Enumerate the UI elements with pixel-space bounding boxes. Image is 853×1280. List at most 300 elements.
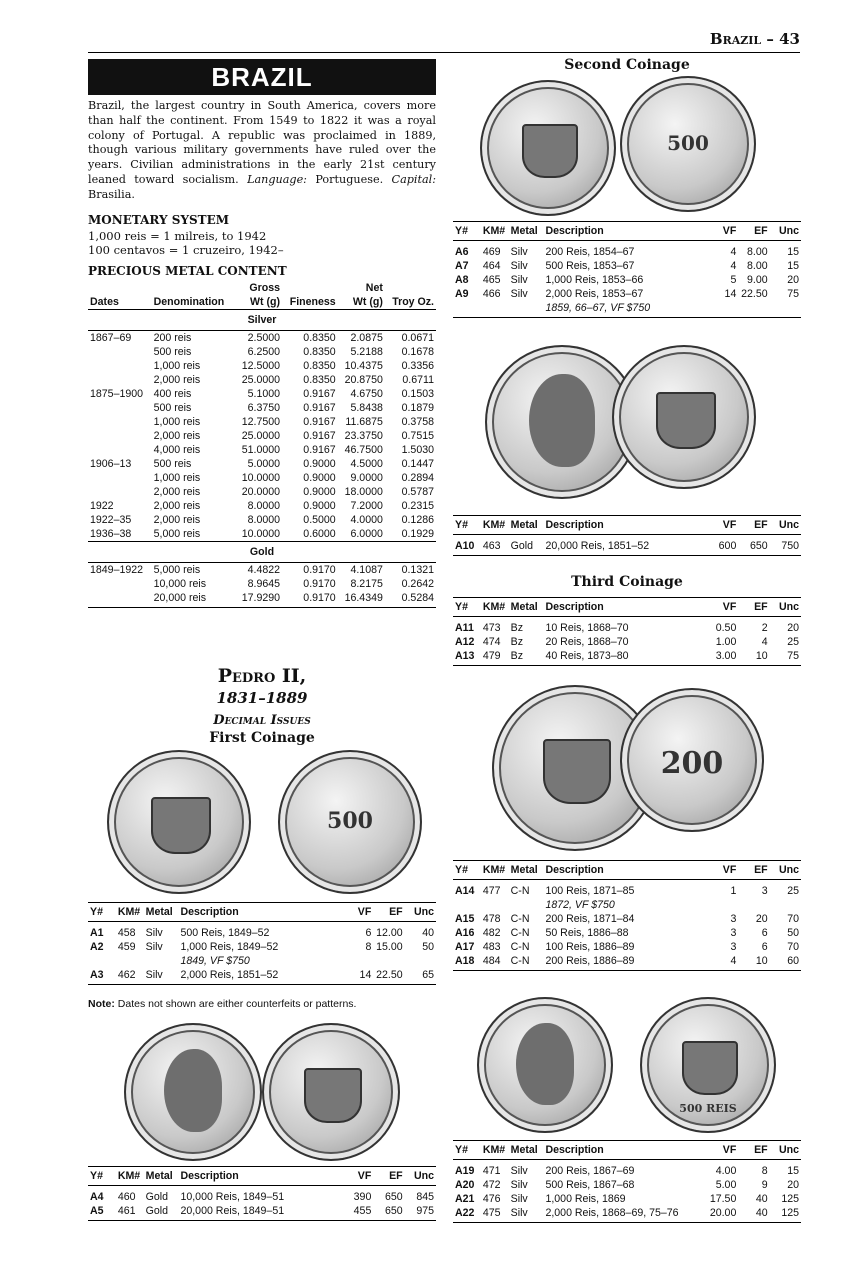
pm-troy-header: Troy Oz. <box>385 295 436 310</box>
col-km-header: KM# <box>481 516 509 535</box>
country-title: BRAZIL <box>88 59 436 95</box>
coin-table-header <box>88 903 436 922</box>
coin-km: 463 <box>481 535 509 556</box>
pm-silver-row <box>88 359 436 373</box>
col-km-header: KM# <box>481 598 509 617</box>
coin-description-note: 1849, VF $750 <box>180 955 250 967</box>
pm-gross: 20.0000 <box>241 486 281 498</box>
coin-description-text: 2,000 Reis, 1851–52 <box>180 969 279 981</box>
coin-description-text: 1,000 Reis, 1849–52 <box>180 941 279 953</box>
coin-description <box>543 954 703 971</box>
coin-km: 462 <box>116 968 144 985</box>
ruler-years: 1831–1889 <box>216 689 308 707</box>
coin-unc: 50 <box>787 927 799 939</box>
coin-y: A19 <box>455 1165 475 1177</box>
coin-vf: 17.50 <box>709 1193 737 1205</box>
coin-metal: Silv <box>509 1206 544 1223</box>
col-desc-header: Description <box>543 598 703 617</box>
pm-denomination: 2,000 reis <box>153 500 201 512</box>
coin-unc: 845 <box>416 1191 434 1203</box>
coin-y: A15 <box>455 913 475 925</box>
col-metal-header: Metal <box>144 1167 179 1186</box>
coin-obverse-first <box>107 750 251 894</box>
coin-description-text: 50 Reis, 1886–88 <box>545 927 629 939</box>
second-coinage-table <box>453 221 801 318</box>
coin-row <box>453 1192 801 1206</box>
pm-denomination: 10,000 reis <box>153 578 207 590</box>
col-km-header: KM# <box>481 861 509 880</box>
pm-denomination: 500 reis <box>153 346 192 358</box>
language-value: Portuguese. <box>315 172 384 186</box>
col-y-header: Y# <box>88 903 116 922</box>
pm-denomination: 1,000 reis <box>153 472 201 484</box>
coin-unc: 20 <box>787 1179 799 1191</box>
pm-dates-header: Dates <box>88 295 152 310</box>
pm-gross-header: Wt (g) <box>235 295 282 310</box>
running-header: Brazil – 43 <box>709 30 800 48</box>
pm-date <box>88 359 152 373</box>
coin-unc: 40 <box>422 927 434 939</box>
coin-ef: 22.50 <box>738 287 769 318</box>
coin-y: A7 <box>455 260 469 272</box>
col-ef-header: EF <box>738 861 769 880</box>
coin-vf: 8 <box>365 941 372 953</box>
pm-troy: 0.2642 <box>401 578 434 590</box>
coin-row <box>453 259 801 273</box>
pm-troy: 0.2894 <box>401 472 434 484</box>
coin-description <box>543 241 703 260</box>
pm-denomination: 4,000 reis <box>153 444 201 456</box>
coin-metal: Silv <box>144 968 179 985</box>
coin-y: A16 <box>455 927 475 939</box>
coin-unc: 975 <box>405 1204 436 1221</box>
coin-row <box>453 241 801 260</box>
pm-fineness: 0.9167 <box>303 444 336 456</box>
coin-unc: 20 <box>787 274 799 286</box>
coin-description-text: 500 Reis, 1853–67 <box>545 260 635 272</box>
col-km-header: KM# <box>481 1141 509 1160</box>
coin-obverse-portrait-last <box>477 997 613 1133</box>
coin-vf: 600 <box>704 535 739 556</box>
coin-ef: 40 <box>738 1206 769 1223</box>
coin-description <box>543 912 703 926</box>
coin-y: A18 <box>453 954 481 971</box>
coin-km: 474 <box>482 636 501 648</box>
coin-unc: 15 <box>787 246 799 258</box>
pm-troy: 1.5030 <box>401 444 434 456</box>
pm-denomination: 5,000 reis <box>153 528 201 540</box>
first-coinage-table <box>88 902 436 985</box>
coin-table-header <box>453 598 801 617</box>
pm-denomination: 2,000 reis <box>153 374 201 386</box>
coin-vf: 5.00 <box>715 1179 737 1191</box>
col-vf-header: VF <box>704 598 739 617</box>
col-metal-header: Metal <box>144 903 179 922</box>
coin-ef: 9 <box>761 1179 768 1191</box>
col-unc-header: Unc <box>770 1141 801 1160</box>
coin-description <box>543 940 703 954</box>
pm-fineness: 0.8350 <box>303 374 336 386</box>
col-unc-header: Unc <box>405 1167 436 1186</box>
coin-ef: 8.00 <box>747 246 768 258</box>
pm-net-header: Wt (g) <box>338 295 385 310</box>
coin-description-text: 20 Reis, 1868–70 <box>545 636 629 648</box>
pm-net: 8.2175 <box>350 578 383 590</box>
pm-gold-body <box>88 542 436 606</box>
coin-ef: 15.00 <box>376 941 403 953</box>
shield-emblem-icon <box>656 392 716 449</box>
pm-fineness: 0.9167 <box>303 416 336 428</box>
pm-net: 4.1087 <box>350 564 383 576</box>
pm-fineness: 0.6000 <box>303 528 336 540</box>
coin-description <box>543 635 703 649</box>
pm-silver-row <box>88 345 436 359</box>
pm-net: 10.4375 <box>344 360 383 372</box>
coin-description <box>543 287 703 318</box>
pm-denomination: 2,000 reis <box>153 430 201 442</box>
pm-gross: 4.4822 <box>247 564 281 576</box>
coin-metal: Bz <box>509 649 544 666</box>
col-vf-header: VF <box>339 903 374 922</box>
col-metal-header: Metal <box>509 1141 544 1160</box>
intro-paragraph <box>88 99 436 203</box>
coin-unc: 75 <box>770 287 801 318</box>
pm-bottom-rule <box>88 607 436 608</box>
coin-table-header <box>453 1141 801 1160</box>
coin-description <box>543 926 703 940</box>
pm-denomination: 1,000 reis <box>153 360 201 372</box>
pm-fineness: 0.9170 <box>303 592 336 604</box>
coin-km: 473 <box>482 622 501 634</box>
coin-ef: 8 <box>761 1165 768 1177</box>
coin-description-text: 10,000 Reis, 1849–51 <box>180 1191 285 1203</box>
pm-gross: 2.5000 <box>247 332 281 344</box>
coin-vf: 3 <box>730 913 737 925</box>
cn-coinage-grid <box>453 860 801 971</box>
coin-metal: Bz <box>510 622 524 634</box>
pm-silver-body <box>88 310 436 542</box>
coin-description-text: 2,000 Reis, 1868–69, 75–76 <box>545 1207 679 1219</box>
coin-vf: 1.00 <box>715 636 737 648</box>
pm-gold-row <box>88 591 436 605</box>
coin-description <box>543 535 703 556</box>
pm-gold-label: Gold <box>88 542 436 563</box>
pm-net-top: Net <box>365 282 383 294</box>
coin-ef: 12.00 <box>376 927 403 939</box>
pm-date: 1922 <box>90 500 114 512</box>
coin-vf: 20.00 <box>704 1206 739 1223</box>
coin-description <box>178 922 338 941</box>
pm-troy: 0.1321 <box>401 564 434 576</box>
col-ef-header: EF <box>738 1141 769 1160</box>
pm-silver-row <box>88 429 436 443</box>
pm-gold-row <box>88 577 436 591</box>
coin-ef: 8.00 <box>747 260 768 272</box>
pm-fineness: 0.9000 <box>303 472 336 484</box>
coin-description-text: 500 Reis, 1867–68 <box>545 1179 635 1191</box>
coin-description <box>543 1192 703 1206</box>
pm-gross: 8.0000 <box>247 500 281 512</box>
col-unc-header: Unc <box>770 598 801 617</box>
coin-value-text: 200 <box>660 746 724 781</box>
coin-value-text: 500 <box>667 130 709 155</box>
pm-silver-row <box>88 527 436 542</box>
col-vf-header: VF <box>704 861 739 880</box>
ruler-name: Pedro II, <box>217 665 307 687</box>
coin-metal: Silv <box>145 927 163 939</box>
third-coinage-grid <box>453 597 801 666</box>
coin-km: 466 <box>481 287 509 318</box>
coin-reverse-cn <box>620 688 764 832</box>
pm-silver-row <box>88 401 436 415</box>
coin-metal: Silv <box>510 1193 528 1205</box>
coin-metal: Gold <box>145 1191 169 1203</box>
coin-vf: 3 <box>730 927 737 939</box>
pm-denomination: 200 reis <box>153 332 192 344</box>
coin-ef: 6 <box>761 927 768 939</box>
coin-metal: Silv <box>145 941 163 953</box>
coin-unc: 70 <box>787 913 799 925</box>
coin-y: A3 <box>88 968 116 985</box>
col-y-header: Y# <box>453 222 481 241</box>
col-desc-header: Description <box>178 903 338 922</box>
coin-description-text: 40 Reis, 1873–80 <box>545 650 629 662</box>
note-text: Dates not shown are either counterfeits or patterns. <box>117 998 357 1010</box>
portrait-head-icon <box>164 1049 223 1132</box>
coin-y: A4 <box>90 1191 104 1203</box>
coin-description-text: 1,000 Reis, 1869 <box>545 1193 626 1205</box>
coin-obverse-gold-portrait <box>124 1023 262 1161</box>
pm-net: 16.4349 <box>344 592 383 604</box>
pm-net: 20.8750 <box>344 374 383 386</box>
pm-net: 5.2188 <box>350 346 383 358</box>
pm-fineness: 0.9167 <box>303 430 336 442</box>
coin-metal: Gold <box>509 535 544 556</box>
col-km-header: KM# <box>116 903 144 922</box>
pm-net: 4.5000 <box>350 458 383 470</box>
coin-description-text: 1,000 Reis, 1853–66 <box>545 274 644 286</box>
third-coinage-heading: Third Coinage <box>571 574 683 590</box>
coin-vf: 1 <box>730 885 737 897</box>
coin-row <box>453 535 801 556</box>
pm-silver-row <box>88 513 436 527</box>
coin-y: A8 <box>455 274 469 286</box>
coin-table-header <box>453 516 801 535</box>
coin-row <box>88 940 436 968</box>
coin-description-text: 500 Reis, 1849–52 <box>180 927 270 939</box>
coin-metal: C-N <box>510 913 530 925</box>
pm-denomination: 400 reis <box>153 388 192 400</box>
precious-metal-table <box>88 281 436 608</box>
coin-row <box>88 922 436 941</box>
pm-date <box>88 591 152 605</box>
pm-denomination: 2,000 reis <box>153 486 201 498</box>
pm-fineness: 0.9170 <box>303 578 336 590</box>
pm-gross: 6.2500 <box>247 346 281 358</box>
coin-km: 471 <box>482 1165 501 1177</box>
coin-km: 478 <box>482 913 501 925</box>
pm-troy: 0.5284 <box>401 592 434 604</box>
col-vf-header: VF <box>704 516 739 535</box>
pm-silver-row <box>88 415 436 429</box>
pm-date <box>88 443 152 457</box>
coin-unc: 65 <box>405 968 436 985</box>
coin-unc: 50 <box>422 941 434 953</box>
coin-km: 476 <box>482 1193 501 1205</box>
coin-y: A21 <box>455 1193 475 1205</box>
coin-km: 484 <box>481 954 509 971</box>
pm-silver-row <box>88 457 436 471</box>
col-ef-header: EF <box>373 1167 404 1186</box>
pm-net: 4.6750 <box>350 388 383 400</box>
second-coinage-heading: Second Coinage <box>564 57 690 73</box>
pm-gross: 25.0000 <box>241 374 281 386</box>
col-unc-header: Unc <box>770 861 801 880</box>
first-coinage-grid <box>88 902 436 985</box>
coin-ef: 40 <box>755 1193 768 1205</box>
coin-value-text: 500 REIS <box>679 1101 737 1115</box>
coin-unc: 20 <box>787 622 799 634</box>
col-unc-header: Unc <box>405 903 436 922</box>
coin-unc: 750 <box>770 535 801 556</box>
coin-ef: 650 <box>384 1191 403 1203</box>
pm-gold-row <box>88 563 436 578</box>
coin-ef: 9.00 <box>747 274 768 286</box>
coin-km: 482 <box>482 927 501 939</box>
coin-vf: 14 <box>704 287 739 318</box>
col-y-header: Y# <box>453 516 481 535</box>
coin-unc: 125 <box>770 1206 801 1223</box>
pm-net: 9.0000 <box>350 472 383 484</box>
coin-y: A13 <box>453 649 481 666</box>
coin-vf: 6 <box>365 927 372 939</box>
col-vf-header: VF <box>704 222 739 241</box>
coin-reverse-arms-last <box>640 997 776 1133</box>
coin-table-header <box>453 222 801 241</box>
coin-description-text: 100 Reis, 1871–85 <box>545 885 635 897</box>
coin-value-text: 500 <box>327 808 373 834</box>
monetary-system-heading: MONETARY SYSTEM <box>88 213 230 227</box>
col-ef-header: EF <box>738 222 769 241</box>
coin-table-header <box>453 861 801 880</box>
pm-fineness: 0.8350 <box>303 332 336 344</box>
pm-fineness: 0.9170 <box>303 564 336 576</box>
pm-gross: 5.1000 <box>247 388 281 400</box>
col-ef-header: EF <box>738 516 769 535</box>
col-unc-header: Unc <box>770 516 801 535</box>
coin-unc: 60 <box>770 954 801 971</box>
coin-ef: 6 <box>761 941 768 953</box>
coin-vf: 390 <box>353 1191 372 1203</box>
col-y-header: Y# <box>453 861 481 880</box>
coin-km: 469 <box>482 246 501 258</box>
portrait-head-icon <box>516 1023 574 1105</box>
pm-date: 1922–35 <box>90 514 132 526</box>
pm-troy: 0.1678 <box>401 346 434 358</box>
coin-description <box>543 273 703 287</box>
ruler-heading <box>88 665 436 746</box>
coin-y: A1 <box>90 927 104 939</box>
pm-troy: 0.3758 <box>401 416 434 428</box>
pm-date: 1906–13 <box>90 458 132 470</box>
pm-net: 7.2000 <box>350 500 383 512</box>
coin-unc: 15 <box>787 1165 799 1177</box>
coin-description <box>178 940 338 968</box>
col-y-header: Y# <box>453 598 481 617</box>
coin-row <box>453 1206 801 1223</box>
coin-reverse-second <box>620 76 756 212</box>
gold-second-table <box>453 515 801 556</box>
cn-coinage-table <box>453 860 801 971</box>
pm-troy: 0.7515 <box>401 430 434 442</box>
col-desc-header: Description <box>543 516 703 535</box>
col-km-header: KM# <box>116 1167 144 1186</box>
coin-description-note: 1872, VF $750 <box>545 899 615 911</box>
pm-troy: 0.0671 <box>401 332 434 344</box>
pm-fineness-header: Fineness <box>282 295 338 310</box>
coin-km: 460 <box>117 1191 136 1203</box>
col-desc-header: Description <box>543 222 703 241</box>
coin-unc: 75 <box>770 649 801 666</box>
pm-net: 23.3750 <box>344 430 383 442</box>
col-unc-header: Unc <box>770 222 801 241</box>
coin-description-note: 1859, 66–67, VF $750 <box>545 302 651 314</box>
coin-metal: Silv <box>510 246 528 258</box>
coin-y: A22 <box>453 1206 481 1223</box>
pm-net: 4.0000 <box>350 514 383 526</box>
pm-denomination: 2,000 reis <box>153 514 201 526</box>
pm-gross-top: Gross <box>249 282 281 294</box>
coin-y: A9 <box>453 287 481 318</box>
coin-unc: 15 <box>787 260 799 272</box>
pm-troy: 0.5787 <box>401 486 434 498</box>
coin-ef: 10 <box>738 954 769 971</box>
coin-row <box>88 968 436 985</box>
pm-gross: 12.5000 <box>241 360 281 372</box>
coin-description-text: 20,000 Reis, 1849–51 <box>180 1205 285 1217</box>
col-km-header: KM# <box>481 222 509 241</box>
silver-last-table <box>453 1140 801 1223</box>
coin-description-text: 2,000 Reis, 1853–67 <box>545 288 644 300</box>
col-ef-header: EF <box>738 598 769 617</box>
pm-date: 1849–1922 <box>90 564 144 576</box>
coin-metal: Bz <box>510 636 524 648</box>
coin-vf: 4 <box>730 246 737 258</box>
coin-ef: 4 <box>761 636 768 648</box>
coin-description <box>178 968 338 985</box>
pm-denomination-header: Denomination <box>152 295 235 310</box>
coin-y: A2 <box>90 941 104 953</box>
coin-row <box>453 926 801 940</box>
pm-fineness: 0.5000 <box>303 514 336 526</box>
pm-fineness: 0.9000 <box>303 500 336 512</box>
pm-net: 2.0875 <box>350 332 383 344</box>
pm-silver-row <box>88 387 436 401</box>
pm-date <box>88 345 152 359</box>
coin-row <box>88 1204 436 1221</box>
coin-unc: 125 <box>781 1193 799 1205</box>
coin-metal: C-N <box>510 885 530 897</box>
coin-ef: 3 <box>761 885 768 897</box>
coin-row <box>88 1186 436 1205</box>
coin-description-text: 200 Reis, 1867–69 <box>545 1165 635 1177</box>
coin-ef: 20 <box>755 913 768 925</box>
coin-metal: Silv <box>510 260 528 272</box>
pm-date <box>88 415 152 429</box>
pm-gross: 5.0000 <box>247 458 281 470</box>
shield-emblem-icon <box>682 1041 739 1095</box>
coin-y: A12 <box>455 636 475 648</box>
